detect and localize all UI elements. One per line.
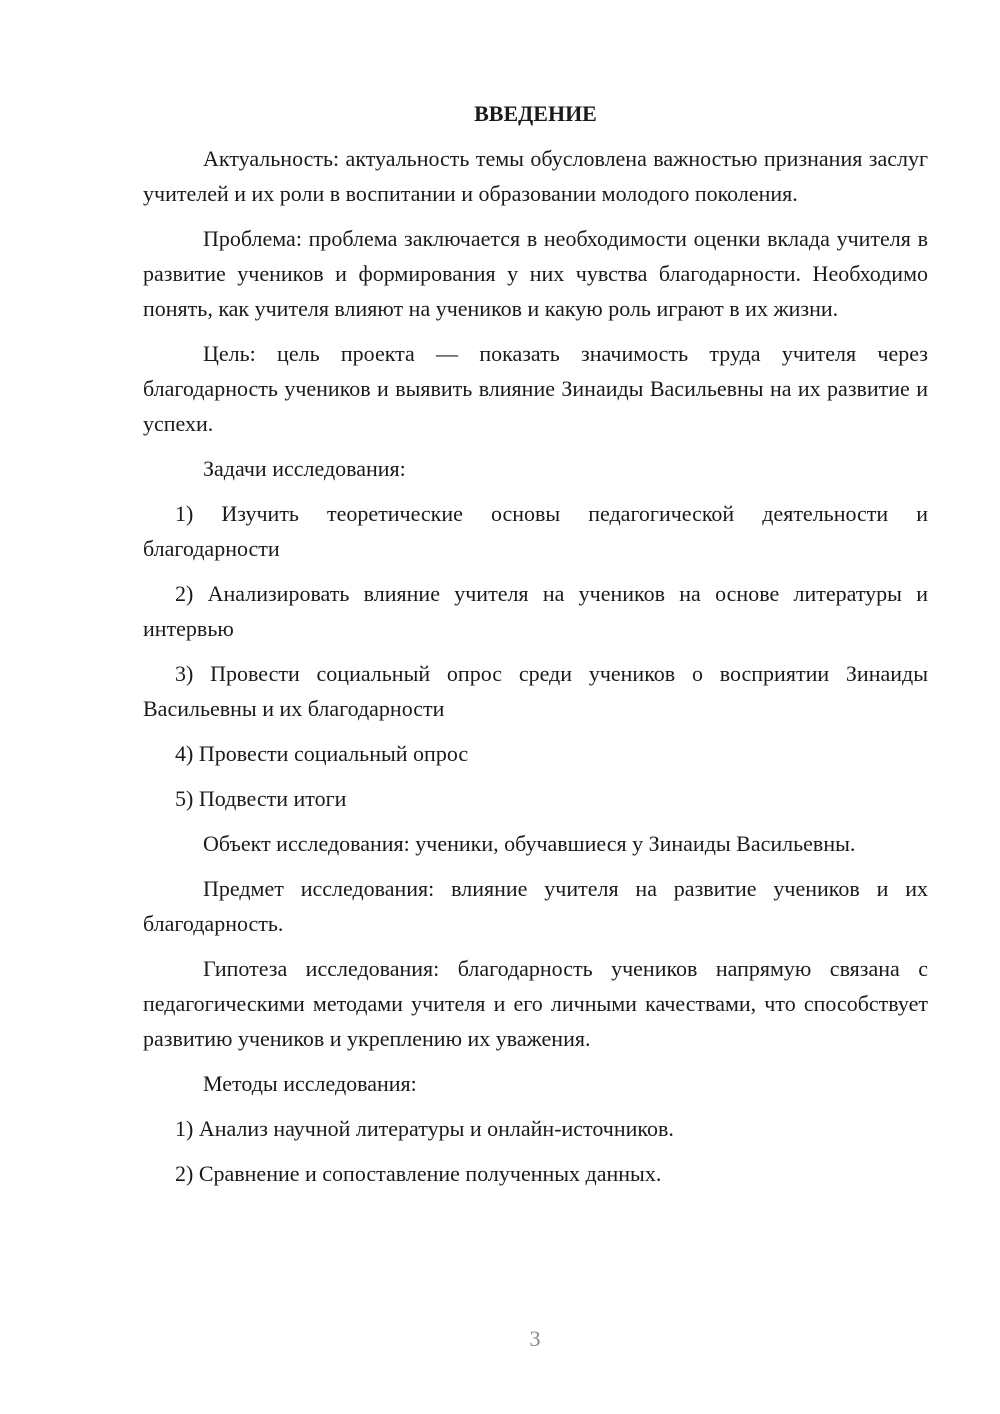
page-number: 3 <box>529 1326 541 1351</box>
task-item-4: 4) Провести социальный опрос <box>175 741 469 766</box>
goal-paragraph: Цель: цель проекта — показать значимость труда учителя через благодарность учеников и выявить влияние Зинаиды Васильевны на их развитие и успехи. <box>143 341 928 436</box>
relevance-paragraph: Актуальность: актуальность темы обусловлена важностью признания заслуг учителей и их роли в воспитании и образовании молодого поколения. <box>143 146 928 206</box>
hypothesis-paragraph: Гипотеза исследования: благодарность учеников напрямую связана с педагогическими методами учителя и его личными качествами, что способствует развитию учеников и укреплению их уважения. <box>143 956 928 1051</box>
methods-heading: Методы исследования: <box>203 1071 417 1096</box>
section-title: ВВЕДЕНИЕ <box>474 101 597 126</box>
task-item-1: 1) Изучить теоретические основы педагогической деятельности и благодарности <box>143 501 928 561</box>
subject-paragraph: Предмет исследования: влияние учителя на развитие учеников и их благодарность. <box>143 876 928 936</box>
tasks-heading: Задачи исследования: <box>203 456 406 481</box>
method-item-2: 2) Сравнение и сопоставление полученных данных. <box>175 1161 662 1186</box>
task-item-5: 5) Подвести итоги <box>175 786 347 811</box>
task-item-3: 3) Провести социальный опрос среди учеников о восприятии Зинаиды Васильевны и их благодарности <box>143 661 928 721</box>
object-paragraph: Объект исследования: ученики, обучавшиеся у Зинаиды Васильевны. <box>203 831 856 856</box>
problem-paragraph: Проблема: проблема заключается в необходимости оценки вклада учителя в развитие учеников и формирования у них чувства благодарности. Необходимо понять, как учителя влияют на учеников и какую роль играют в их жизни. <box>143 226 928 321</box>
document-page <box>143 96 928 1201</box>
task-item-2: 2) Анализировать влияние учителя на учеников на основе литературы и интервью <box>143 581 928 641</box>
method-item-1: 1) Анализ научной литературы и онлайн-источников. <box>175 1116 674 1141</box>
